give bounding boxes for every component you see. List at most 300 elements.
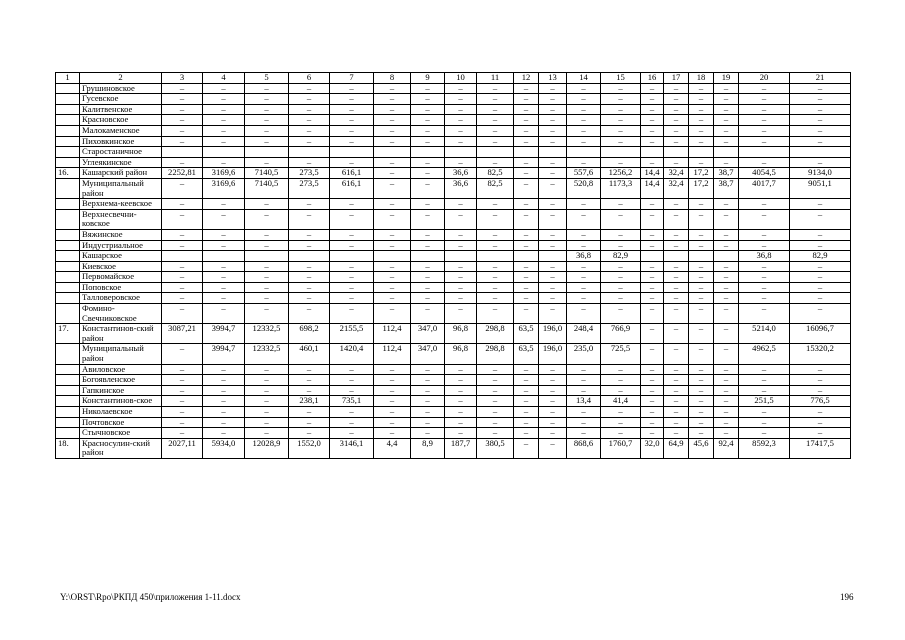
- row-name-cell: Киевское: [80, 261, 162, 272]
- table-cell: 1256,2: [601, 168, 641, 179]
- table-cell: –: [514, 168, 539, 179]
- table-cell: 3087,21: [162, 324, 203, 344]
- table-cell: –: [477, 428, 514, 439]
- table-cell: –: [689, 428, 714, 439]
- table-cell: 1552,0: [289, 438, 330, 458]
- table-cell: –: [689, 104, 714, 115]
- table-cell: –: [641, 209, 664, 229]
- table-cell: –: [689, 83, 714, 94]
- row-number-cell: [56, 115, 80, 126]
- table-row: [56, 324, 851, 344]
- table-cell: –: [601, 428, 641, 439]
- table-cell: –: [477, 364, 514, 375]
- table-cell: –: [162, 385, 203, 396]
- table-cell: –: [601, 364, 641, 375]
- table-cell: –: [162, 199, 203, 210]
- row-name-cell: Богоявленское: [80, 375, 162, 386]
- column-header: 13: [539, 73, 567, 84]
- column-header: 5: [245, 73, 289, 84]
- column-header: 18: [689, 73, 714, 84]
- table-row: [56, 104, 851, 115]
- table-cell: –: [514, 104, 539, 115]
- table-cell: –: [539, 199, 567, 210]
- table-cell: –: [289, 272, 330, 283]
- table-cell: –: [739, 282, 790, 293]
- row-name-cell: Малокаменское: [80, 125, 162, 136]
- table-row: [56, 304, 851, 324]
- table-cell: –: [641, 272, 664, 283]
- table-cell: –: [445, 261, 477, 272]
- table-cell: –: [641, 304, 664, 324]
- table-cell: 64,9: [664, 438, 689, 458]
- table-cell: –: [162, 83, 203, 94]
- table-cell: –: [601, 209, 641, 229]
- row-name-cell: Николаевское: [80, 407, 162, 418]
- table-cell: 4,4: [374, 438, 411, 458]
- table-cell: –: [203, 385, 245, 396]
- table-cell: –: [330, 83, 374, 94]
- table-cell: –: [567, 94, 601, 105]
- table-cell: –: [289, 417, 330, 428]
- table-cell: –: [289, 282, 330, 293]
- table-cell: –: [739, 209, 790, 229]
- table-cell: –: [411, 136, 445, 147]
- table-cell: –: [411, 407, 445, 418]
- table-cell: –: [567, 115, 601, 126]
- table-cell: [477, 251, 514, 262]
- table-cell: –: [445, 104, 477, 115]
- table-cell: –: [739, 104, 790, 115]
- table-cell: –: [664, 199, 689, 210]
- table-cell: 251,5: [739, 396, 790, 407]
- column-header: 16: [641, 73, 664, 84]
- table-cell: –: [477, 229, 514, 240]
- table-cell: –: [477, 375, 514, 386]
- table-cell: –: [289, 261, 330, 272]
- table-cell: –: [330, 364, 374, 375]
- table-cell: –: [203, 364, 245, 375]
- table-cell: –: [411, 199, 445, 210]
- table-cell: –: [689, 199, 714, 210]
- table-cell: –: [641, 324, 664, 344]
- table-cell: 4017,7: [739, 178, 790, 198]
- table-cell: –: [714, 272, 739, 283]
- table-cell: –: [445, 229, 477, 240]
- table-cell: [689, 147, 714, 158]
- table-cell: –: [601, 261, 641, 272]
- table-cell: –: [539, 209, 567, 229]
- table-cell: –: [539, 375, 567, 386]
- table-cell: 63,5: [514, 324, 539, 344]
- table-cell: –: [445, 240, 477, 251]
- table-cell: –: [664, 261, 689, 272]
- table-cell: –: [330, 104, 374, 115]
- table-cell: –: [411, 125, 445, 136]
- table-cell: –: [289, 115, 330, 126]
- table-cell: –: [374, 385, 411, 396]
- table-cell: –: [689, 136, 714, 147]
- table-cell: –: [411, 209, 445, 229]
- table-cell: –: [477, 417, 514, 428]
- table-header-row: [56, 73, 851, 84]
- table-cell: –: [330, 229, 374, 240]
- table-cell: 868,6: [567, 438, 601, 458]
- table-cell: –: [790, 428, 851, 439]
- table-cell: –: [330, 417, 374, 428]
- table-cell: –: [203, 209, 245, 229]
- row-name-cell: Старостаничное: [80, 147, 162, 158]
- table-cell: –: [790, 282, 851, 293]
- table-cell: –: [664, 282, 689, 293]
- table-cell: –: [790, 136, 851, 147]
- table-cell: –: [411, 282, 445, 293]
- table-cell: –: [411, 83, 445, 94]
- column-header: 11: [477, 73, 514, 84]
- table-cell: –: [664, 417, 689, 428]
- table-cell: –: [245, 375, 289, 386]
- table-cell: 15320,2: [790, 344, 851, 364]
- table-cell: –: [539, 178, 567, 198]
- table-cell: –: [162, 178, 203, 198]
- table-cell: –: [203, 83, 245, 94]
- table-cell: –: [790, 375, 851, 386]
- table-cell: –: [162, 304, 203, 324]
- table-cell: –: [245, 157, 289, 168]
- row-number-cell: [56, 261, 80, 272]
- table-cell: –: [330, 261, 374, 272]
- table-cell: –: [477, 407, 514, 418]
- table-cell: [567, 147, 601, 158]
- table-cell: –: [790, 293, 851, 304]
- table-cell: –: [539, 407, 567, 418]
- table-cell: –: [289, 104, 330, 115]
- table-cell: 4962,5: [739, 344, 790, 364]
- table-cell: –: [539, 438, 567, 458]
- row-name-cell: Красносулин-ский район: [80, 438, 162, 458]
- table-cell: [330, 251, 374, 262]
- table-cell: –: [601, 229, 641, 240]
- table-cell: –: [664, 396, 689, 407]
- table-cell: 36,8: [739, 251, 790, 262]
- table-cell: –: [445, 115, 477, 126]
- row-name-cell: Кашарский район: [80, 168, 162, 179]
- table-cell: –: [539, 125, 567, 136]
- table-cell: –: [514, 157, 539, 168]
- table-cell: [641, 251, 664, 262]
- row-number-cell: [56, 417, 80, 428]
- table-cell: 347,0: [411, 344, 445, 364]
- table-cell: –: [664, 83, 689, 94]
- table-cell: –: [790, 115, 851, 126]
- column-header: 21: [790, 73, 851, 84]
- row-number-cell: [56, 251, 80, 262]
- table-cell: –: [411, 157, 445, 168]
- table-cell: –: [664, 94, 689, 105]
- table-cell: –: [601, 199, 641, 210]
- table-cell: –: [601, 240, 641, 251]
- table-cell: –: [445, 293, 477, 304]
- table-cell: –: [601, 83, 641, 94]
- table-cell: –: [162, 293, 203, 304]
- table-cell: –: [162, 364, 203, 375]
- table-cell: –: [689, 282, 714, 293]
- table-cell: 347,0: [411, 324, 445, 344]
- table-cell: –: [567, 229, 601, 240]
- table-cell: –: [739, 83, 790, 94]
- table-cell: 2155,5: [330, 324, 374, 344]
- table-row: [56, 115, 851, 126]
- table-cell: –: [289, 385, 330, 396]
- row-name-cell: Муниципальный район: [80, 344, 162, 364]
- table-cell: –: [514, 428, 539, 439]
- table-cell: –: [641, 344, 664, 364]
- table-cell: –: [374, 178, 411, 198]
- column-header: 19: [714, 73, 739, 84]
- table-cell: –: [374, 304, 411, 324]
- table-cell: 616,1: [330, 178, 374, 198]
- table-cell: –: [245, 293, 289, 304]
- table-cell: –: [641, 417, 664, 428]
- table-cell: –: [641, 115, 664, 126]
- table-cell: –: [374, 407, 411, 418]
- table-cell: –: [411, 272, 445, 283]
- table-cell: –: [162, 209, 203, 229]
- table-cell: [641, 147, 664, 158]
- table-row: [56, 272, 851, 283]
- table-cell: –: [245, 385, 289, 396]
- table-cell: –: [245, 125, 289, 136]
- table-cell: –: [689, 324, 714, 344]
- table-cell: –: [739, 385, 790, 396]
- row-number-cell: 16.: [56, 168, 80, 179]
- table-cell: 9134,0: [790, 168, 851, 179]
- table-cell: –: [445, 209, 477, 229]
- table-cell: –: [514, 385, 539, 396]
- data-table: [55, 72, 851, 459]
- row-name-cell: Углеякинское: [80, 157, 162, 168]
- table-cell: 776,5: [790, 396, 851, 407]
- table-cell: –: [567, 417, 601, 428]
- table-cell: –: [245, 94, 289, 105]
- table-cell: 96,8: [445, 324, 477, 344]
- table-cell: 380,5: [477, 438, 514, 458]
- row-name-cell: Поповское: [80, 282, 162, 293]
- table-cell: –: [790, 94, 851, 105]
- table-cell: 12332,5: [245, 344, 289, 364]
- table-cell: –: [203, 199, 245, 210]
- table-row: [56, 83, 851, 94]
- table-cell: 3169,6: [203, 168, 245, 179]
- table-cell: –: [539, 364, 567, 375]
- table-cell: –: [374, 364, 411, 375]
- table-cell: –: [330, 304, 374, 324]
- table-cell: –: [411, 115, 445, 126]
- row-number-cell: 18.: [56, 438, 80, 458]
- table-cell: –: [664, 136, 689, 147]
- table-cell: 7140,5: [245, 178, 289, 198]
- table-cell: [289, 251, 330, 262]
- table-cell: –: [445, 272, 477, 283]
- table-row: [56, 178, 851, 198]
- table-cell: [411, 251, 445, 262]
- table-cell: –: [203, 304, 245, 324]
- table-cell: [664, 251, 689, 262]
- table-cell: –: [790, 261, 851, 272]
- table-cell: –: [289, 293, 330, 304]
- table-cell: –: [330, 94, 374, 105]
- table-cell: –: [411, 104, 445, 115]
- table-cell: 557,6: [567, 168, 601, 179]
- table-cell: –: [739, 375, 790, 386]
- table-cell: –: [641, 428, 664, 439]
- row-name-cell: Константинов-ский район: [80, 324, 162, 344]
- table-cell: –: [714, 428, 739, 439]
- table-row: [56, 136, 851, 147]
- table-cell: –: [162, 104, 203, 115]
- table-cell: –: [203, 407, 245, 418]
- table-cell: –: [689, 157, 714, 168]
- table-cell: –: [477, 282, 514, 293]
- table-cell: –: [689, 125, 714, 136]
- table-row: [56, 251, 851, 262]
- table-cell: –: [374, 428, 411, 439]
- table-cell: –: [445, 385, 477, 396]
- table-cell: –: [689, 304, 714, 324]
- table-cell: 273,5: [289, 168, 330, 179]
- table-cell: –: [641, 240, 664, 251]
- table-cell: –: [289, 136, 330, 147]
- table-cell: –: [289, 229, 330, 240]
- table-cell: –: [203, 157, 245, 168]
- table-cell: –: [514, 178, 539, 198]
- table-cell: –: [330, 136, 374, 147]
- table-cell: 1420,4: [330, 344, 374, 364]
- row-name-cell: Пиховкинское: [80, 136, 162, 147]
- table-cell: –: [664, 344, 689, 364]
- table-cell: –: [790, 104, 851, 115]
- column-header: 3: [162, 73, 203, 84]
- table-cell: –: [374, 272, 411, 283]
- table-cell: –: [203, 293, 245, 304]
- table-cell: 5934,0: [203, 438, 245, 458]
- column-header: 7: [330, 73, 374, 84]
- table-cell: –: [514, 293, 539, 304]
- table-cell: 45,6: [689, 438, 714, 458]
- table-cell: –: [245, 115, 289, 126]
- row-number-cell: [56, 293, 80, 304]
- table-cell: –: [739, 157, 790, 168]
- table-cell: 235,0: [567, 344, 601, 364]
- table-cell: 3169,6: [203, 178, 245, 198]
- row-name-cell: Стычновское: [80, 428, 162, 439]
- row-number-cell: [56, 407, 80, 418]
- table-cell: –: [477, 209, 514, 229]
- table-cell: [374, 251, 411, 262]
- row-number-cell: [56, 240, 80, 251]
- table-cell: –: [539, 428, 567, 439]
- table-cell: –: [689, 94, 714, 105]
- table-cell: –: [539, 282, 567, 293]
- table-cell: –: [289, 199, 330, 210]
- table-cell: –: [689, 229, 714, 240]
- row-name-cell: Гапкинское: [80, 385, 162, 396]
- table-cell: –: [714, 304, 739, 324]
- table-cell: –: [539, 229, 567, 240]
- table-cell: [477, 147, 514, 158]
- table-cell: –: [539, 272, 567, 283]
- table-cell: –: [374, 293, 411, 304]
- table-cell: 9051,1: [790, 178, 851, 198]
- table-cell: –: [664, 104, 689, 115]
- table-cell: –: [162, 229, 203, 240]
- table-row: [56, 282, 851, 293]
- table-cell: –: [601, 104, 641, 115]
- table-cell: 38,7: [714, 178, 739, 198]
- table-cell: –: [739, 417, 790, 428]
- table-cell: [714, 147, 739, 158]
- table-cell: –: [289, 157, 330, 168]
- table-cell: 17,2: [689, 178, 714, 198]
- table-cell: –: [664, 115, 689, 126]
- row-number-cell: [56, 178, 80, 198]
- table-cell: [445, 251, 477, 262]
- table-cell: –: [567, 364, 601, 375]
- table-cell: –: [477, 157, 514, 168]
- table-cell: –: [514, 304, 539, 324]
- table-cell: 14,4: [641, 178, 664, 198]
- table-cell: –: [374, 417, 411, 428]
- column-header: 17: [664, 73, 689, 84]
- table-cell: [689, 251, 714, 262]
- column-header: 9: [411, 73, 445, 84]
- row-name-cell: Грушиновское: [80, 83, 162, 94]
- table-cell: –: [689, 385, 714, 396]
- table-cell: –: [514, 364, 539, 375]
- table-cell: –: [289, 407, 330, 418]
- table-cell: –: [514, 115, 539, 126]
- table-cell: –: [514, 83, 539, 94]
- table-cell: 238,1: [289, 396, 330, 407]
- table-cell: 13,4: [567, 396, 601, 407]
- table-cell: –: [245, 229, 289, 240]
- table-cell: –: [641, 229, 664, 240]
- table-cell: –: [514, 136, 539, 147]
- table-cell: –: [539, 94, 567, 105]
- table-cell: –: [714, 240, 739, 251]
- table-cell: 725,5: [601, 344, 641, 364]
- table-cell: 17417,5: [790, 438, 851, 458]
- table-cell: –: [689, 375, 714, 386]
- table-cell: [245, 251, 289, 262]
- row-number-cell: [56, 94, 80, 105]
- table-cell: –: [514, 125, 539, 136]
- table-cell: 3146,1: [330, 438, 374, 458]
- table-cell: –: [374, 209, 411, 229]
- table-row: [56, 293, 851, 304]
- row-number-cell: [56, 282, 80, 293]
- table-cell: –: [330, 209, 374, 229]
- table-cell: –: [289, 240, 330, 251]
- row-number-cell: [56, 147, 80, 158]
- table-cell: –: [514, 209, 539, 229]
- table-cell: –: [203, 136, 245, 147]
- table-cell: 12028,9: [245, 438, 289, 458]
- table-cell: –: [162, 272, 203, 283]
- table-cell: –: [790, 272, 851, 283]
- table-cell: –: [689, 396, 714, 407]
- table-cell: [664, 147, 689, 158]
- table-cell: –: [790, 385, 851, 396]
